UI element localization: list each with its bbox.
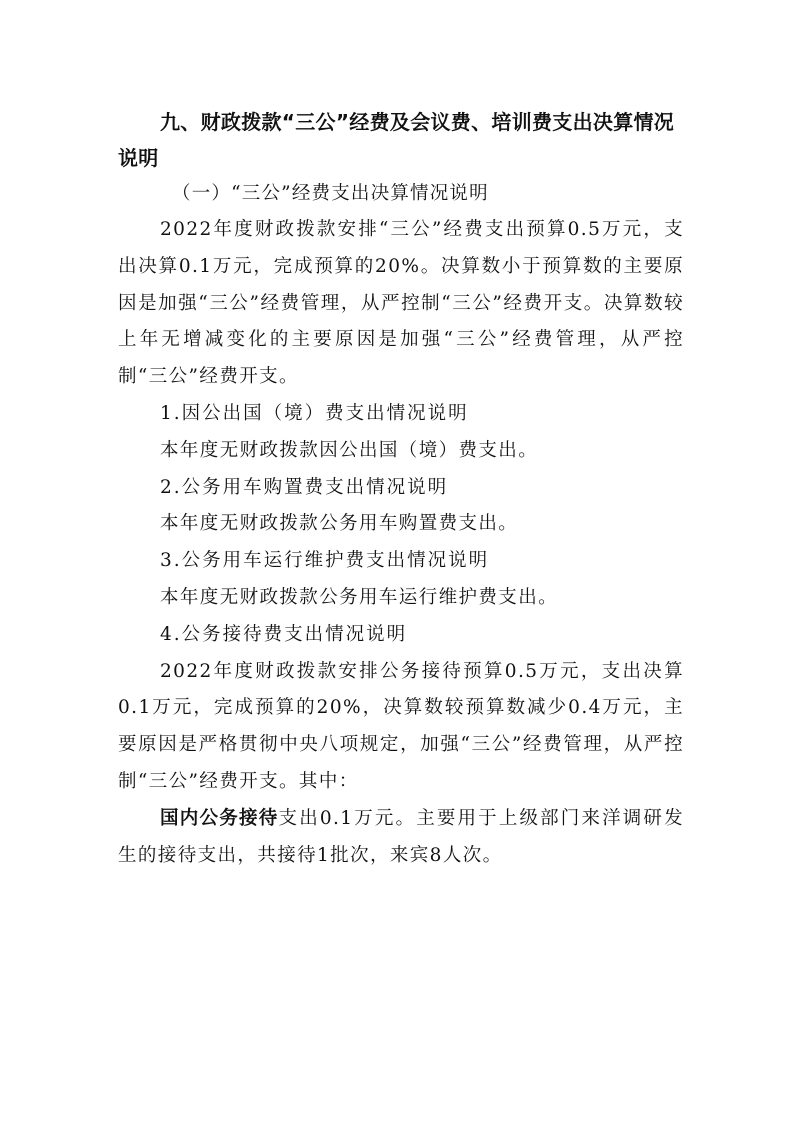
item-title-overseas: 1.因公出国（境）费支出情况说明 (160, 402, 469, 424)
item-body-vehicle-maintenance: 本年度无财政拨款公务用车运行维护费支出。 (160, 586, 559, 608)
domestic-reception-label: 国内公务接待 (160, 807, 279, 829)
item-title-reception: 4.公务接待费支出情况说明 (160, 623, 408, 645)
subsection-heading: （一）“三公”经费支出决算情况说明 (172, 183, 489, 204)
item-title-vehicle-maintenance: 3.公务用车运行维护费支出情况说明 (160, 550, 490, 572)
item-body-vehicle-purchase: 本年度无财政拨款公务用车购置费支出。 (160, 513, 519, 535)
item-body-reception: 2022年度财政拨款安排公务接待预算0.5万元，支出决算0.1万元，完成预算的20%，决算数较预算数减少0.4万元，主要原因是严格贯彻中央八项规定，加强“三公”经费管理，从严控制“三公”经费开支。其中： (118, 660, 684, 792)
section-heading: 九、财政拨款“三公”经费及会议费、培训费支出决算情况说明 (118, 110, 675, 170)
intro-paragraph: 2022年度财政拨款安排“三公”经费支出预算0.5万元，支出决算0.1万元，完成预算的20%。决算数小于预算数的主要原因是加强“三公”经费管理，从严控制“三公”经费开支。决算数较上年无增减变化的主要原因是加强“三公”经费管理，从严控制“三公”经费开支。 (118, 219, 684, 388)
domestic-reception-text: 支出0.1万元。主要用于上级部门来洋调研发生的接待支出，共接待1批次，来宾8人次。 (118, 807, 684, 866)
document-body (118, 104, 684, 874)
item-title-vehicle-purchase: 2.公务用车购置费支出情况说明 (160, 476, 449, 498)
domestic-reception-paragraph (118, 801, 684, 875)
item-body-overseas: 本年度无财政拨款因公出国（境）费支出。 (160, 439, 539, 461)
